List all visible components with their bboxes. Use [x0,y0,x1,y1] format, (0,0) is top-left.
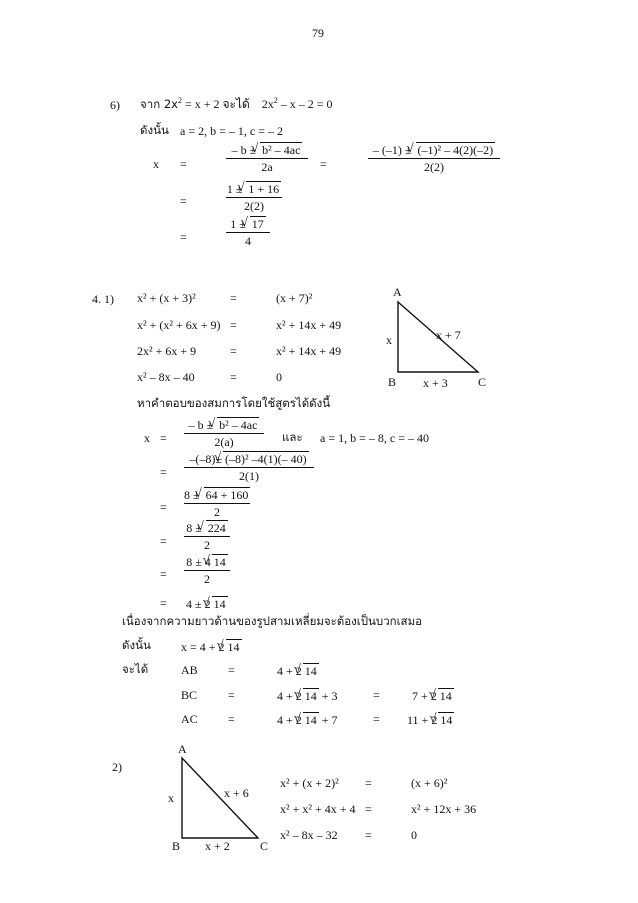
item-number: 6) [110,98,120,112]
side-ab-label: x [386,333,392,347]
x-label: x [144,431,150,445]
reasoning-text: เนื่องจากความยาวด้านของรูปสามเหลี่ยมจะต้องเป็นบวกเสมอ [122,614,423,628]
and-label: และ [282,430,303,444]
equals: = [160,500,167,514]
step-fraction: 8 ± 4√ 14 2 [184,554,230,586]
triangle-diagram [160,740,285,855]
side-ac-label: x + 6 [224,786,249,800]
equals: = [365,776,372,790]
quadratic-formula: – b ± √ b² – 4ac 2a [226,142,308,174]
x-result: x = 4 + 2√ 14 [181,639,242,654]
equals: = [228,712,235,726]
therefore-label: ดังนั้น [140,123,169,137]
vertex-c: C [478,375,487,389]
instruction-text: หาคำตอบของสมการโดยใช้สูตรได้ดังนี้ [137,396,331,410]
quadratic-formula: – b ± √ b² – 4ac 2(a) [184,417,264,449]
equation-right: x² + 14x + 49 [276,344,342,358]
side-bc-label: x + 2 [205,839,230,853]
equation-right: x² + 12x + 36 [411,802,477,816]
result-value: 4 ± 2√ 14 [186,596,228,611]
equation-left: x² + (x² + 6x + 9) [137,318,221,332]
equation-right: 0 [411,828,417,842]
vertex-b: B [172,839,181,853]
equals: = [365,828,372,842]
vertex-c: C [260,839,269,853]
equation-left: x² + (x + 2)² [280,776,339,790]
substituted-formula: –(–8)±√ (–8)² –4(1)(– 40) 2(1) [184,451,314,483]
triangle-diagram [378,282,498,397]
equals: = [180,230,187,244]
side-bc-simplified: 7 + 2√ 14 [412,688,454,703]
equals: = [180,157,187,171]
item-number: 2) [112,760,122,774]
equation-right: 0 [276,370,282,384]
equals: = [160,596,167,610]
equals: = [373,712,380,726]
equals: = [160,567,167,581]
equals: = [160,465,167,479]
vertex-b: B [388,375,397,389]
coefficients: a = 1, b = – 8, c = – 40 [320,431,429,445]
side-ac: AC [181,712,198,726]
side-bc-label: x + 3 [423,376,448,390]
equation-right: x² + 14x + 49 [276,318,342,332]
equals: = [230,318,237,332]
so-label: จะได้ [122,662,149,676]
equals: = [230,370,237,384]
vertex-a: A [393,285,402,299]
step-fraction: 1 ± √ 17 4 [226,216,270,248]
equals: = [228,688,235,702]
step-fraction: 8 ± √ 224 2 [184,520,230,552]
equals: = [365,802,372,816]
equals: = [160,534,167,548]
given-equation: จาก $2x^2 = x + 2$ จะได้ $2x^2 - x - 2 = 0$ [140,96,333,111]
equation-left: x² + (x + 3)² [137,291,196,305]
side-ab-label: x [168,791,174,805]
equation-left: 2x² + 6x + 9 [137,344,197,358]
equals: = [230,344,237,358]
equals: = [230,291,237,305]
equals: = [228,663,235,677]
equation-left: x² + x² + 4x + 4 [280,802,356,816]
side-ac-label: x + 7 [436,328,461,342]
equals: = [180,194,187,208]
coefficients: a = 2, b = – 1, c = – 2 [180,124,283,138]
substituted-formula: – (–1) ± √ (–1)² – 4(2)(–2) 2(2) [368,142,500,174]
page-number: 79 [312,26,324,40]
equals: = [320,157,327,171]
side-ac-value: 4 + 2√ 14 + 7 [277,712,338,727]
step-fraction: 1 ± √ 1 + 16 2(2) [226,181,282,213]
step-fraction: 8 ± √ 64 + 160 2 [184,487,250,519]
side-bc: BC [181,688,198,702]
equation-left: x² – 8x – 32 [280,828,338,842]
side-ab: AB [181,663,198,677]
therefore-label: ดังนั้น [122,638,151,652]
side-bc-value: 4 + 2√ 14 + 3 [277,688,338,703]
equals: = [160,431,167,445]
side-ab-value: 4 + 2√ 14 [277,663,319,678]
equation-left: x² – 8x – 40 [137,370,195,384]
equation-right: (x + 6)² [411,776,448,790]
side-ac-simplified: 11 + 2√ 14 [407,712,454,727]
x-label: x [153,157,159,171]
equation-right: (x + 7)² [276,291,313,305]
equals: = [373,688,380,702]
item-number: 4. 1) [92,292,114,306]
vertex-a: A [178,742,187,756]
